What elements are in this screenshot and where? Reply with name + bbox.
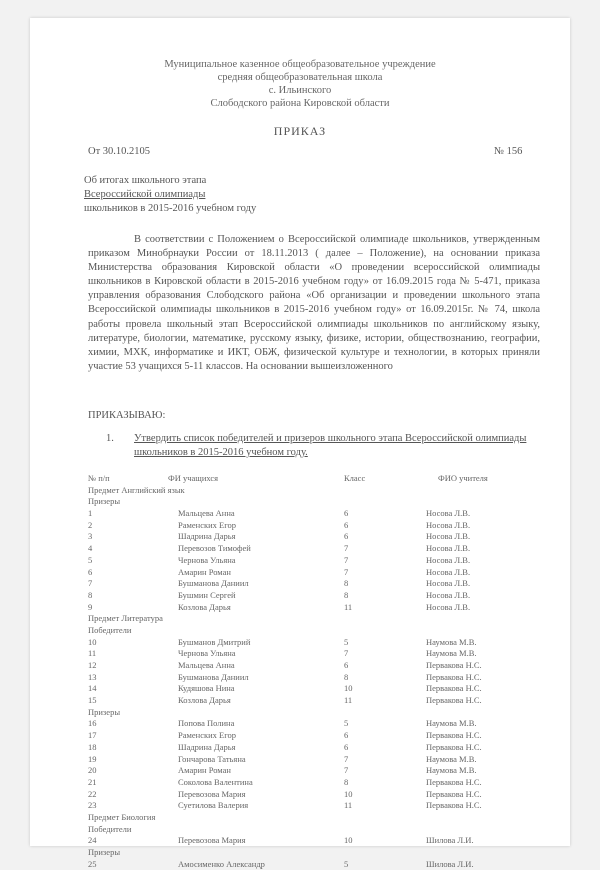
teacher-name: Шилова Л.И.: [426, 858, 474, 869]
student-name: Бушманова Даниил: [178, 578, 249, 589]
group-label: Призеры: [88, 496, 121, 507]
table-row: [88, 835, 548, 847]
student-name: Шадрина Дарья: [178, 741, 236, 752]
student-grade: 7: [344, 566, 349, 577]
student-grade: 8: [344, 671, 349, 682]
student-name: Мальцева Анна: [178, 508, 235, 519]
group-label: Призеры: [88, 706, 121, 717]
student-grade: 11: [344, 601, 353, 612]
student-name: Бушманов Дмитрий: [178, 636, 251, 647]
results-table: [88, 473, 548, 870]
student-name: Амарин Роман: [178, 765, 231, 776]
header-grade: Класс: [344, 473, 366, 483]
teacher-name: Носова Л.В.: [426, 578, 471, 589]
student-name: Суетилова Валерия: [178, 800, 249, 811]
teacher-name: Носова Л.В.: [426, 601, 471, 612]
student-name: Козлова Дарья: [178, 601, 231, 612]
table-row: [88, 683, 548, 695]
table-row: [88, 789, 548, 801]
document-page: [30, 18, 570, 869]
group-label: Победители: [88, 624, 132, 635]
header-student: ФИ учащихся: [168, 473, 219, 483]
subject-line-2: Всероссийской олимпиады: [84, 189, 206, 200]
teacher-name: Носова Л.В.: [426, 508, 471, 519]
table-header-row: [88, 473, 548, 485]
table-row: [88, 567, 548, 579]
table-row: [88, 543, 548, 555]
student-name: Шадрина Дарья: [178, 531, 236, 542]
student-grade: 10: [344, 835, 353, 846]
order-item-1: [106, 432, 540, 460]
teacher-name: Наумова М.В.: [426, 765, 477, 776]
row-number: 14: [88, 683, 97, 694]
teacher-name: Первакова Н.С.: [426, 788, 482, 799]
row-number: 15: [88, 695, 97, 706]
teacher-name: Носова Л.В.: [426, 554, 471, 565]
student-grade: 5: [344, 718, 349, 729]
row-number: 24: [88, 835, 97, 846]
row-number: 4: [88, 543, 93, 554]
row-number: 7: [88, 578, 93, 589]
student-grade: 5: [344, 636, 349, 647]
row-number: 2: [88, 519, 93, 530]
student-name: Кудяшова Нина: [178, 683, 235, 694]
student-grade: 7: [344, 648, 349, 659]
teacher-name: Наумова М.В.: [426, 648, 477, 659]
student-name: Амарин Роман: [178, 566, 231, 577]
row-number: 22: [88, 788, 97, 799]
item-number: 1.: [106, 433, 114, 444]
student-name: Мальцева Анна: [178, 660, 235, 670]
table-row: [88, 730, 548, 742]
student-name: Перевозова Мария: [178, 788, 246, 799]
table-row: [88, 718, 548, 730]
teacher-name: Наумова М.В.: [426, 753, 477, 764]
table-row: [88, 531, 548, 543]
student-grade: 10: [344, 788, 353, 799]
student-name: Попова Полина: [178, 718, 235, 729]
table-row: [88, 520, 548, 532]
teacher-name: Носова Л.В.: [426, 531, 471, 542]
group-label: Победители: [88, 823, 132, 834]
row-number: 25: [88, 858, 97, 869]
order-subject: [84, 174, 256, 216]
document-title: ПРИКАЗ: [273, 124, 327, 138]
table-row: [88, 695, 548, 707]
teacher-name: Наумова М.В.: [426, 718, 477, 729]
table-row: [88, 590, 548, 602]
student-name: Соколова Валентина: [178, 776, 253, 787]
student-grade: 8: [344, 578, 349, 589]
teacher-name: Первакова Н.С.: [426, 695, 482, 706]
header-line-4: Слободского района Кировской области: [210, 98, 390, 109]
subject-line-3: школьников в 2015-2016 учебном году: [84, 203, 257, 214]
group-label: Призеры: [88, 847, 121, 857]
student-name: Козлова Дарья: [178, 695, 231, 706]
table-row: [88, 859, 548, 870]
student-name: Перевозов Тимофей: [178, 543, 251, 554]
item-text: Утвердить список победителей и призеров школьного этапа Всероссийской олимпиады школьников в 2015-2016 учебном году.: [134, 433, 527, 458]
student-name: Бушманова Даниил: [178, 671, 249, 682]
student-name: Амосименко Александр: [178, 858, 265, 869]
teacher-name: Первакова Н.С.: [426, 741, 482, 752]
student-grade: 6: [344, 508, 349, 519]
table-row: [88, 765, 548, 777]
student-grade: 6: [344, 531, 349, 542]
teacher-name: Носова Л.В.: [426, 566, 471, 577]
row-number: 9: [88, 601, 93, 612]
subject-heading: Предмет Английский язык: [88, 484, 185, 495]
row-number: 20: [88, 765, 97, 776]
teacher-name: Носова Л.В.: [426, 519, 471, 530]
teacher-name: Первакова Н.С.: [426, 671, 482, 682]
student-grade: 10: [344, 683, 353, 694]
header-line-2: средняя общеобразовательная школа: [217, 72, 383, 83]
student-grade: 7: [344, 554, 349, 565]
student-grade: 11: [344, 695, 353, 706]
subject-heading: Предмет Литература: [88, 613, 163, 624]
teacher-name: Носова Л.В.: [426, 543, 471, 554]
student-name: Гончарова Татьяна: [178, 753, 246, 764]
table-row: [88, 602, 548, 614]
student-name: Перевозова Мария: [178, 835, 246, 846]
teacher-name: Первакова Н.С.: [426, 730, 482, 741]
table-row: [88, 637, 548, 649]
teacher-name: Первакова Н.С.: [426, 660, 482, 670]
student-grade: 7: [344, 765, 349, 776]
table-row: [88, 777, 548, 789]
student-name: Чернова Ульяна: [178, 554, 236, 565]
table-row: [88, 742, 548, 754]
row-number: 23: [88, 800, 97, 811]
subject-heading: Предмет Биология: [88, 811, 156, 822]
header-line-1: Муниципальное казенное общеобразовательное учреждение: [164, 59, 436, 70]
student-grade: 5: [344, 858, 349, 869]
order-body: В соответствии с Положением о Всероссийской олимпиаде школьников, утвержденным приказом Минобрнауки России от 18.11.2013 ( далее – Положение), на основании приказа Министерства образования Кировской области «О проведении всероссийской олимпиады школьников в Кировской области в 2015-2016 учебном году» от 16.09.2015 года № 5-471, приказа управления образования Слободского района «Об организации и проведении школьного этапа Всероссийской олимпиады школьников в 2015-2016 учебном году» от 16.09.2015г. № 74, школа работы провела школьный этап Всероссийской олимпиады школьников по английскому языку, литературе, биологии, математике, русскому языку, физике, истории, обществознанию, географии, химии, МХК, информатике и ИКТ, ОБЖ, физической культуре и технологии, в которых приняли участие 53 учащихся 5-11 классов. На основании вышеизложенного: [88, 234, 540, 372]
table-row: [88, 754, 548, 766]
row-number: 1: [88, 508, 93, 519]
teacher-name: Первакова Н.С.: [426, 776, 482, 787]
row-number: 10: [88, 636, 97, 647]
order-date: От 30.10.2105: [88, 146, 151, 157]
row-number: 5: [88, 554, 93, 565]
table-row: [88, 672, 548, 684]
header-teacher: ФИО учителя: [438, 473, 488, 483]
order-number: № 156: [494, 146, 523, 157]
student-name: Раменских Егор: [178, 730, 236, 741]
table-row: [88, 508, 548, 520]
header-line-3: с. Ильинского: [268, 85, 332, 96]
row-number: 16: [88, 718, 97, 729]
ordered-heading: ПРИКАЗЫВАЮ:: [88, 410, 166, 421]
student-name: Раменских Егор: [178, 519, 236, 530]
teacher-name: Первакова Н.С.: [426, 683, 482, 694]
student-grade: 11: [344, 800, 353, 811]
student-grade: 6: [344, 519, 349, 530]
row-number: 18: [88, 741, 97, 752]
row-number: 21: [88, 776, 97, 787]
row-number: 3: [88, 531, 93, 542]
student-grade: 6: [344, 730, 349, 741]
row-number: 19: [88, 753, 97, 764]
header-num: № п/п: [88, 473, 110, 483]
row-number: 8: [88, 589, 93, 600]
student-grade: 6: [344, 741, 349, 752]
teacher-name: Шилова Л.И.: [426, 835, 474, 846]
teacher-name: Наумова М.В.: [426, 636, 477, 647]
student-grade: 8: [344, 589, 349, 600]
student-name: Бушмин Сергей: [178, 589, 236, 600]
row-number: 11: [88, 648, 97, 659]
table-row: [88, 648, 548, 660]
teacher-name: Первакова Н.С.: [426, 800, 482, 811]
row-number: 13: [88, 671, 97, 682]
row-number: 12: [88, 660, 97, 670]
student-name: Чернова Ульяна: [178, 648, 236, 659]
table-row: [88, 660, 548, 672]
table-row: [88, 578, 548, 590]
student-grade: 7: [344, 543, 349, 554]
subject-line-1: Об итогах школьного этапа: [84, 175, 207, 186]
table-row: [88, 555, 548, 567]
student-grade: 6: [344, 660, 349, 670]
teacher-name: Носова Л.В.: [426, 589, 471, 600]
row-number: 6: [88, 566, 93, 577]
row-number: 17: [88, 730, 97, 741]
table-row: [88, 800, 548, 812]
student-grade: 8: [344, 776, 349, 787]
student-grade: 7: [344, 753, 349, 764]
